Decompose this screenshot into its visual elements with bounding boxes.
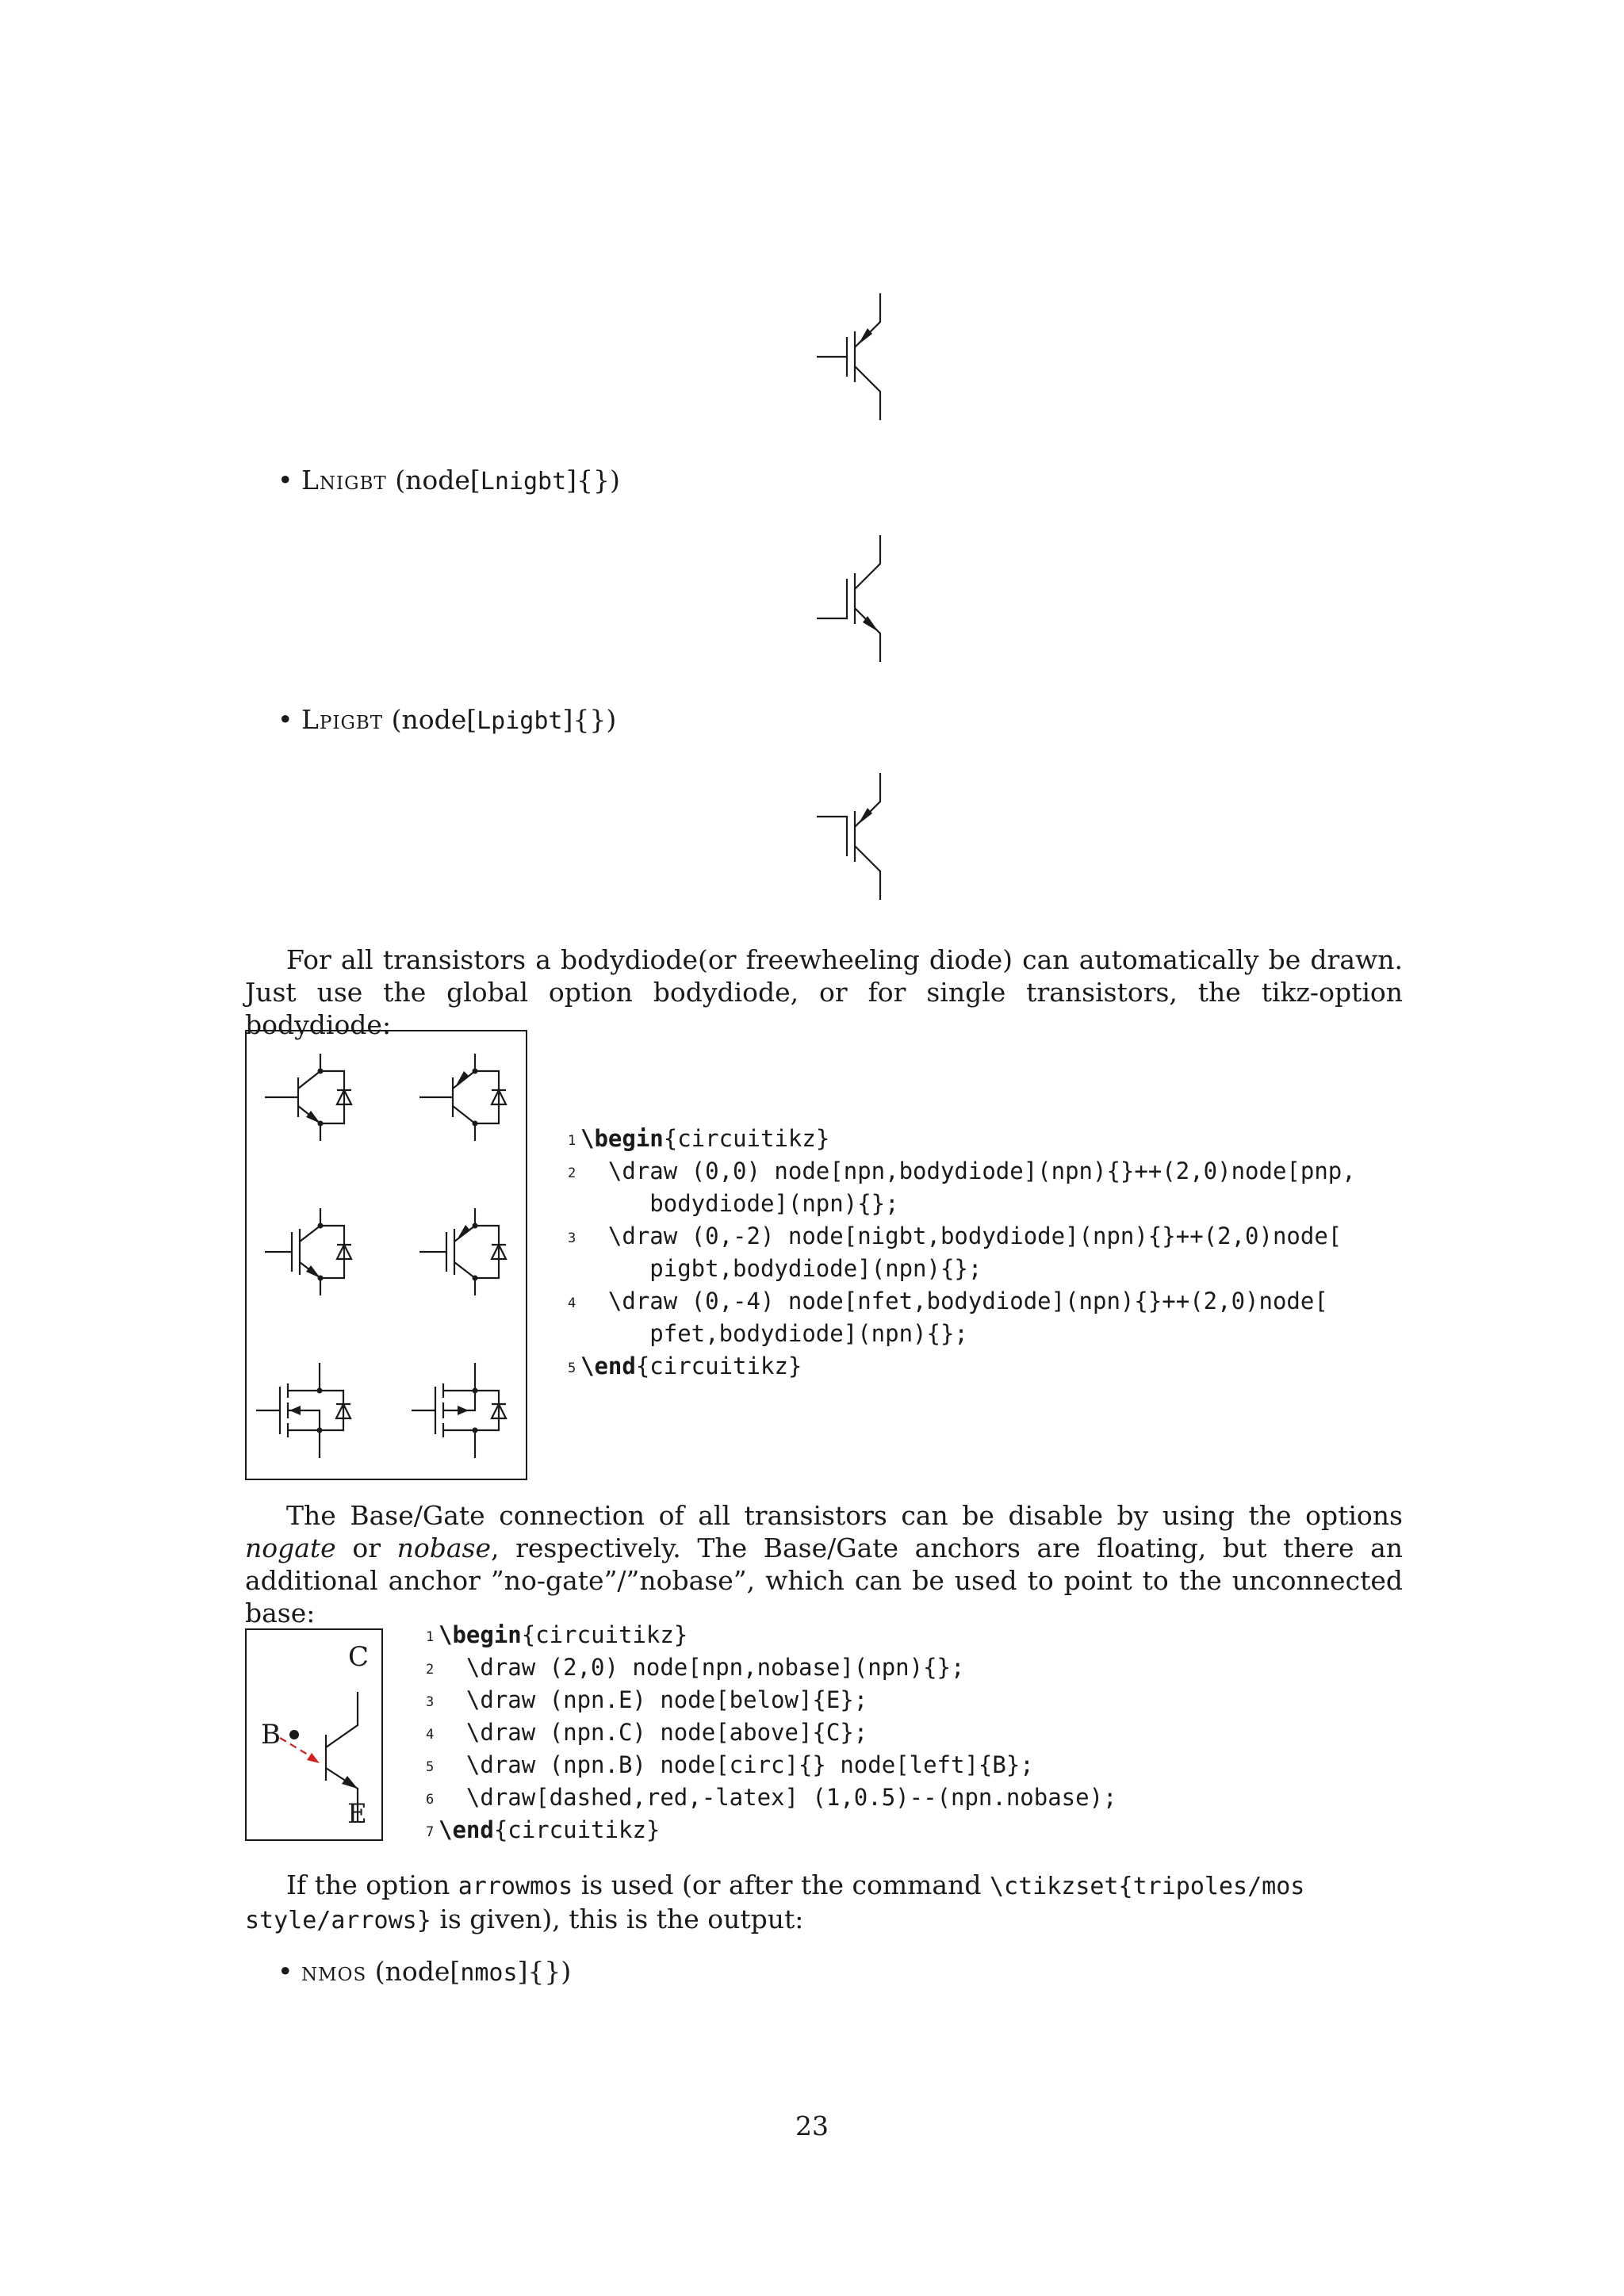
paragraph-arrowmos: If the option arrowmos is used (or after the command \ctikzset{tripoles/mos style/arrows} is given), this is the output: bbox=[245, 1869, 1305, 1934]
paragraph-bodydiode: For all transistors a bodydiode(or freewheeling diode) can automatically be drawn. Just use the global option bodydiode, or for single transistors, the tikz-option bodydiode: bbox=[245, 944, 1403, 1040]
list-item-nmos: • nmos (node[nmos]{}) bbox=[278, 1956, 572, 1987]
code-line: pfet,bodydiode](npn){}; bbox=[580, 1320, 968, 1347]
label-e: E bbox=[347, 1798, 367, 1830]
code-listing-nobase bbox=[426, 1619, 1117, 1846]
label-c: C bbox=[348, 1641, 370, 1673]
code-line: 4 \draw (npn.C) node[above]{C}; bbox=[426, 1719, 868, 1746]
item-name: Lpigbt bbox=[301, 704, 384, 735]
page-number: 23 bbox=[795, 2110, 829, 2141]
label-b: B bbox=[261, 1719, 281, 1751]
nobase-figure bbox=[245, 1628, 383, 1841]
pigbt-symbol-top bbox=[817, 293, 920, 420]
code-line: 3 \draw (npn.E) node[below]{E}; bbox=[426, 1686, 868, 1713]
code-line: 3 \draw (0,-2) node[nigbt,bodydiode](npn){}++(2,0)node[ bbox=[568, 1223, 1342, 1249]
bullet-icon: • bbox=[278, 465, 293, 496]
item-name: nmos bbox=[301, 1956, 367, 1987]
code-line: 5 \draw (npn.B) node[circ]{} node[left]{B}; bbox=[426, 1751, 1034, 1778]
lpigbt-symbol bbox=[817, 773, 920, 900]
bodydiode-figure bbox=[245, 1030, 527, 1480]
bullet-icon: • bbox=[278, 1956, 293, 1987]
code-line: 5 \end{circuitikz} bbox=[568, 1353, 802, 1380]
paragraph-nogate: The Base/Gate connection of all transistors can be disable by using the options nogate or nobase, respectively. The Base/Gate anchors are floating, but there an additional anchor ”no-gate”/”nobase”, which can be used to point to the unconnected base: bbox=[245, 1500, 1404, 1628]
code-line: pigbt,bodydiode](npn){}; bbox=[580, 1255, 982, 1282]
list-item-lpigbt: • Lpigbt (node[Lpigbt]{}) bbox=[278, 704, 617, 735]
bullet-icon: • bbox=[278, 704, 293, 735]
code-line: 7 \end{circuitikz} bbox=[426, 1816, 661, 1843]
code-line: 4 \draw (0,-4) node[nfet,bodydiode](npn){}++(2,0)node[ bbox=[568, 1288, 1328, 1314]
item-name: Lnigbt bbox=[301, 465, 387, 496]
code-listing-bodydiode bbox=[568, 1123, 1356, 1383]
code-line: 2 \draw (2,0) node[npn,nobase](npn){}; bbox=[426, 1654, 965, 1681]
list-item-lnigbt: • Lnigbt (node[Lnigbt]{}) bbox=[278, 465, 620, 496]
code-line: 1 \begin{circuitikz} bbox=[568, 1125, 830, 1152]
code-line: 2 \draw (0,0) node[npn,bodydiode](npn){}++(2,0)node[pnp, bbox=[568, 1158, 1356, 1184]
code-line: 6 \draw[dashed,red,-latex] (1,0.5)--(npn.nobase); bbox=[426, 1784, 1117, 1811]
code-line: bodydiode](npn){}; bbox=[580, 1190, 899, 1217]
lnigbt-symbol bbox=[817, 535, 920, 662]
code-line: 1 \begin{circuitikz} bbox=[426, 1621, 688, 1648]
